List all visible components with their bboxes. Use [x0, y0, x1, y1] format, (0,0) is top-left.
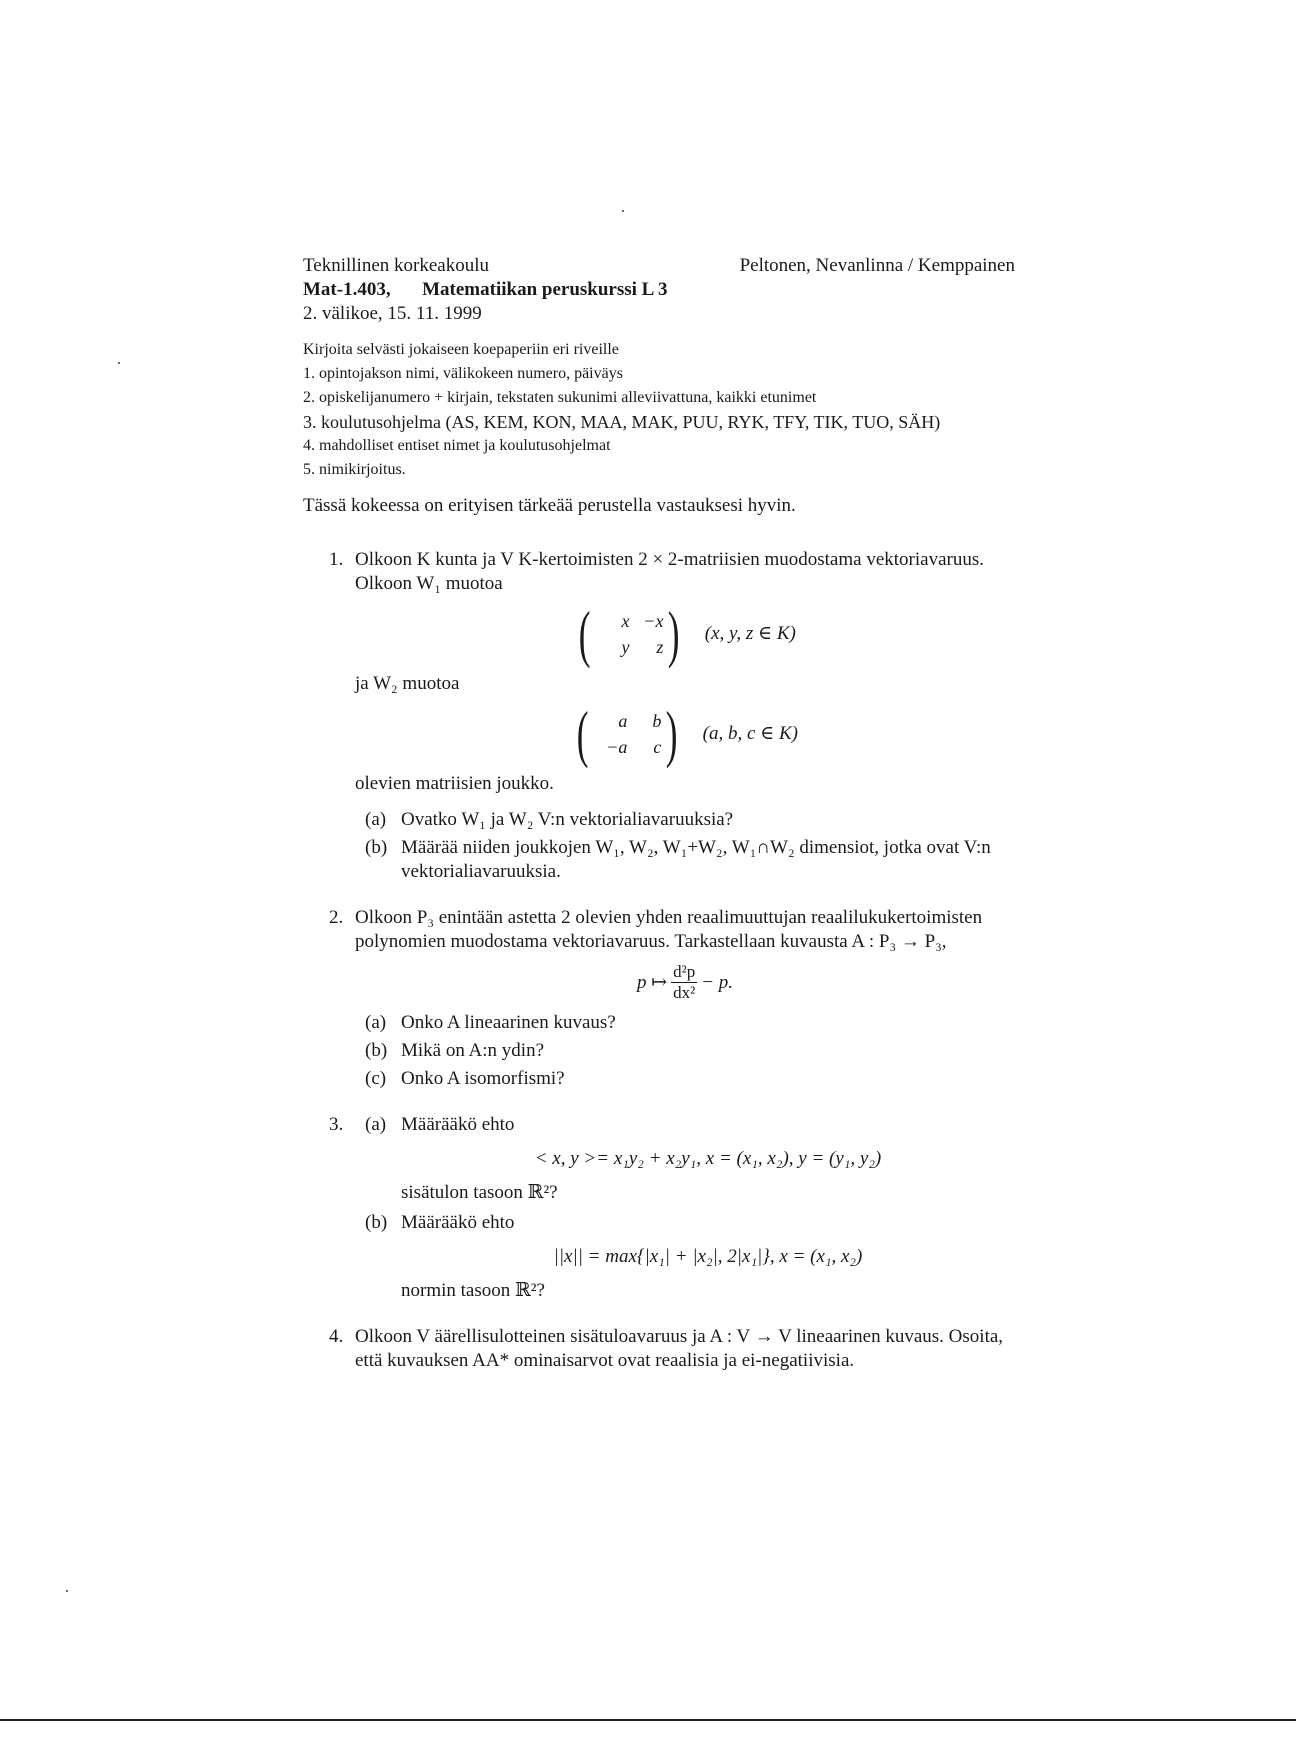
sub-end: normin tasoon ℝ²? [401, 1280, 545, 1301]
sub-label: (b) [365, 1040, 388, 1061]
course-title [303, 278, 1015, 302]
fraction-numerator: d²p [673, 962, 696, 981]
matrix-entry: b [652, 711, 662, 731]
sub-label: (a) [365, 1114, 387, 1135]
problem-number: 1. [329, 549, 344, 570]
problem-1-end: olevien matriisien joukko. [355, 773, 554, 794]
problem-2-intro: Olkoon P₃ enintään astetta 2 olevien yhden reaalimuuttujan reaalilukukertoimisten polynomien muodostama vektoriavaruus. Tarkastellaan kuvausta A : P₃ → P₃, [355, 907, 983, 952]
sub-text: Määrääkö ehto [401, 1114, 515, 1135]
sub-text: Onko A lineaarinen kuvaus? [401, 1012, 616, 1033]
instructions-note: Tässä kokeessa on erityisen tärkeää perustella vastauksesi hyvin. [303, 495, 796, 516]
inner-product-formula: < x, y >= x₁y₂ + x₂y₁, x = (x₁, x₂), y = (y₁, y₂) [534, 1148, 882, 1169]
course-code: Mat-1.403, [303, 279, 391, 300]
sub-text: Määrääkö ehto [401, 1212, 515, 1233]
sub-label: (b) [365, 1212, 388, 1233]
header-row [303, 254, 1015, 278]
problem-4 [303, 1325, 1015, 1373]
problem-1-intro: Olkoon K kunta ja V K-kertoimisten 2 × 2-matriisien muodostama vektoriavaruus. Olkoon W₁ muotoa [355, 549, 984, 594]
matrix-entry: a [618, 711, 628, 731]
matrix-entry: x [621, 611, 630, 631]
problem-3b [355, 1211, 1015, 1303]
problem-number: 3. [329, 1114, 344, 1135]
matrix-condition: (a, b, c ∈ K) [702, 723, 798, 744]
derivative-fraction [671, 962, 697, 1003]
matrix-entry: y [621, 637, 630, 657]
sub-text: Ovatko W₁ ja W₂ V:n vektorialiavaruuksia? [401, 809, 734, 830]
instruction-item: 5. nimikirjoitus. [303, 461, 406, 478]
sub-label: (a) [365, 1012, 387, 1033]
fraction-denominator: dx² [673, 983, 696, 1002]
problem-2a [355, 1011, 1015, 1035]
instruction-item: 2. opiskelijanumero + kirjain, tekstaten sukunimi alleviivattuna, kaikki etunimet [303, 389, 817, 406]
sub-label: (c) [365, 1068, 387, 1089]
instructions-intro: Kirjoita selvästi jokaiseen koepaperiin eri riveille [303, 341, 619, 358]
problem-4-text: Olkoon V äärellisulotteinen sisätuloavaruus ja A : V → V lineaarinen kuvaus. Osoita, että kuvauksen AA* ominaisarvot ovat reaalisia ja ei-negatiivisia. [355, 1326, 1004, 1371]
matrix-w1: ( x −x y z ) (x, y, z ∈ K) [578, 598, 796, 669]
institution: Teknillinen korkeakoulu [303, 255, 489, 276]
sub-label: (a) [365, 809, 387, 830]
problem-3a [355, 1113, 1015, 1205]
sub-end: sisätulon tasoon ℝ²? [401, 1182, 558, 1203]
scan-speck [118, 362, 120, 364]
sub-label: (b) [365, 837, 388, 858]
exam-page [303, 254, 1015, 1373]
problem-number: 2. [329, 907, 344, 928]
problem-2c [355, 1067, 1015, 1091]
problem-1 [303, 548, 1015, 884]
map-left: p ↦ [636, 971, 668, 993]
problem-2 [303, 906, 1015, 1091]
exam-date: 2. välikoe, 15. 11. 1999 [303, 303, 482, 324]
norm-formula: ||x|| = max{|x₁| + |x₂|, 2|x₁|}, x = (x₁, x₂) [553, 1246, 863, 1267]
problem-1a [355, 808, 1015, 832]
matrix-entry: c [653, 737, 662, 757]
instruction-item: 3. koulutusohjelma (AS, KEM, KON, MAA, MAK, PUU, RYK, TFY, TIK, TUO, SÄH) [303, 412, 941, 432]
authors: Peltonen, Nevanlinna / Kemppainen [739, 255, 1015, 276]
sub-text: Mikä on A:n ydin? [401, 1040, 545, 1061]
instruction-item: 1. opintojakson nimi, välikokeen numero, päiväys [303, 365, 623, 382]
course-name: Matematiikan peruskurssi L 3 [422, 279, 668, 300]
instruction-item: 4. mahdolliset entiset nimet ja koulutusohjelmat [303, 437, 611, 454]
map-right: − p. [701, 971, 734, 993]
instructions [303, 338, 1015, 482]
map-formula [355, 962, 1015, 1003]
matrix-entry: z [656, 637, 664, 657]
problem-3 [303, 1113, 1015, 1303]
sub-text: Onko A isomorfismi? [401, 1068, 565, 1089]
sub-text: Määrää niiden joukkojen W₁, W₂, W₁+W₂, W₁∩W₂ dimensiot, jotka ovat V:n vektorialiavaruuksia. [401, 837, 991, 882]
problem-2b [355, 1039, 1015, 1063]
problem-1-mid: ja W₂ muotoa [355, 673, 460, 694]
scan-speck [66, 1590, 68, 1592]
matrix-entry: −a [606, 737, 628, 757]
matrix-entry: −x [643, 611, 664, 631]
problem-number: 4. [329, 1326, 344, 1347]
page-bottom-rule [0, 1719, 1296, 1721]
matrix-condition: (x, y, z ∈ K) [704, 623, 796, 644]
problem-1b [355, 836, 1015, 884]
matrix-w2: ( a b −a c ) (a, b, c ∈ K) [576, 698, 798, 769]
scan-speck [622, 210, 624, 212]
